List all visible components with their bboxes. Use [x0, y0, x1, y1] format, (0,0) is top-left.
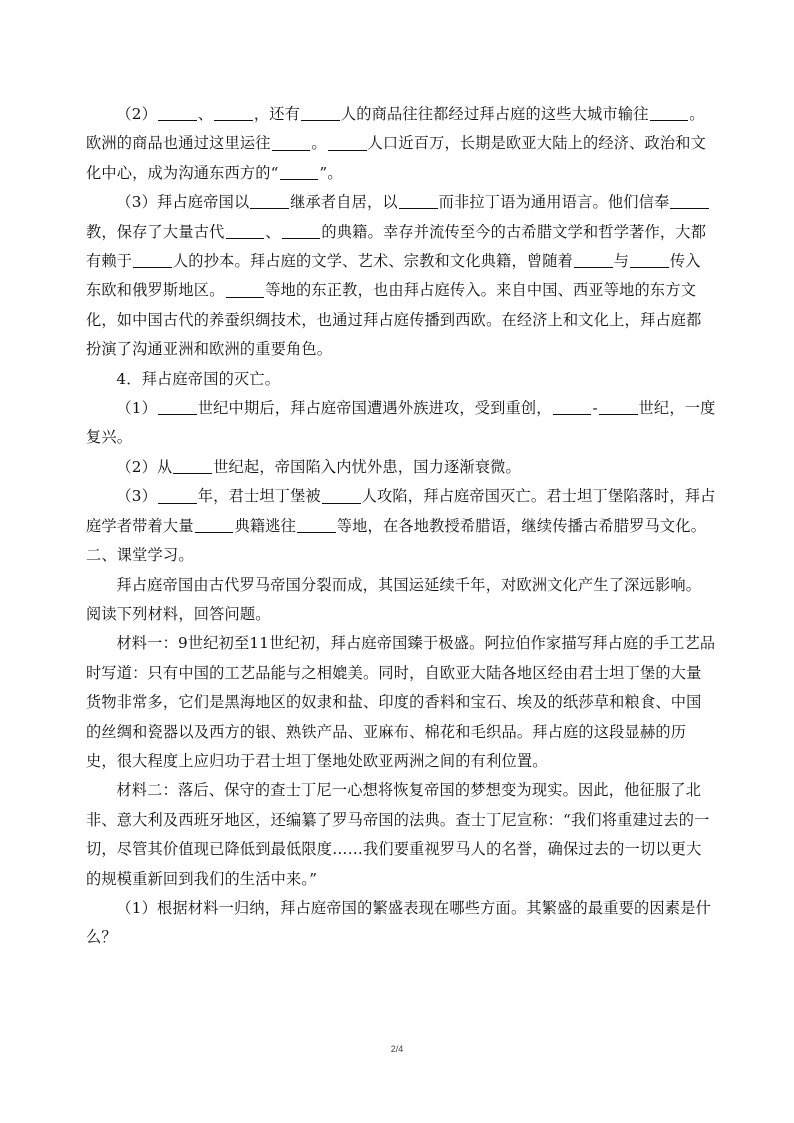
fill-blank[interactable]: [158, 487, 197, 503]
fill-blank[interactable]: [599, 399, 638, 415]
fill-blank[interactable]: [133, 252, 172, 268]
fill-blank[interactable]: [226, 223, 265, 239]
fill-blank[interactable]: [301, 105, 340, 121]
paragraph-fall-1: （1） 世纪中期后，拜占庭帝国遭遇外族进攻，受到重创， - 世纪，一度复兴。: [86, 399, 716, 447]
fill-blank[interactable]: [173, 458, 212, 474]
fill-blank[interactable]: [399, 193, 438, 209]
heading-fall: 4．拜占庭帝国的灭亡。: [116, 369, 281, 388]
paragraph-intro: 拜占庭帝国由古代罗马帝国分裂而成，其国运延续千年，对欧洲文化产生了深远影响。阅读下列材料，回答问题。: [86, 575, 702, 623]
paragraph-culture: （3）拜占庭帝国以 继承者自居，以 而非拉丁语为通用语言。他们信奉教，保存了大量古代 、 的典籍。幸存并流传至今的古希腊文学和哲学著作，大都有赖于 人的抄本。拜占庭的文学、艺术、宗教和文化典籍，曾随着 与 传入东欧和俄罗斯地区。 等地的东正教，也由拜占庭传入。来自中国、西亚等地的东方文化，如中国古代的养蚕织绸技术，也通过拜占庭传播到西欧。在经济上和文化上，拜占庭都扮演了沟通亚洲和欧洲的重要角色。: [86, 188, 716, 364]
fill-blank[interactable]: [250, 193, 289, 209]
fill-blank[interactable]: [214, 105, 253, 121]
material-one: 材料一：9世纪初至11世纪初，拜占庭帝国臻于极盛。阿拉伯作家描写拜占庭的手工艺品时写道：只有中国的工艺品能与之相媲美。同时，自欧亚大陆各地区经由君士坦丁堡的大量货物非常多，它们是黑海地区的奴隶和盐、印度的香料和宝石、埃及的纸莎草和粮食、中国的丝绸和瓷器以及西方的银、熟铁产品、亚麻布、棉花和毛织品。拜占庭的这段显赫的历史，很大程度上应归功于君士坦丁堡地处欧亚两洲之间的有利位置。: [86, 634, 716, 770]
question-one: （1）根据材料一归纳，拜占庭帝国的繁盛表现在哪些方面。其繁盛的最重要的因素是什么？: [86, 898, 711, 947]
fill-blank[interactable]: [158, 105, 197, 121]
fill-blank[interactable]: [280, 164, 319, 180]
material-two: 材料二：落后、保守的查士丁尼一心想将恢复帝国的梦想变为现实。因此，他征服了北非、意大利及西班牙地区，还编纂了罗马帝国的法典。查士丁尼宣称：“我们将重建过去的一切，尽管其价值现已降低到最低限度……我们要重视罗马人的名誉，确保过去的一切以更大的规模重新回到我们的生活中来。”: [86, 781, 710, 888]
page-number: 2/4: [390, 1044, 404, 1054]
fill-blank[interactable]: [670, 193, 709, 209]
fill-blank[interactable]: [630, 252, 669, 268]
paragraph-fall-3: （3） 年，君士坦丁堡被 人攻陷，拜占庭帝国灭亡。君士坦丁堡陷落时，拜占庭学者带着大量 典籍逃往 等地，在各地教授希腊语，继续传播古希腊罗马文化。: [86, 487, 716, 535]
fill-blank[interactable]: [226, 282, 265, 298]
fill-blank[interactable]: [195, 517, 234, 533]
fill-blank[interactable]: [328, 134, 367, 150]
fill-blank[interactable]: [158, 399, 197, 415]
fill-blank[interactable]: [553, 399, 592, 415]
paragraph-fall-2: （2）从 世纪起，帝国陷入内忧外患，国力逐渐衰微。: [116, 457, 521, 476]
fill-blank[interactable]: [272, 134, 311, 150]
paragraph-trade-routes: （2） 、 ，还有 人的商品往往都经过拜占庭的这些大城市输往 。欧洲的商品也通过这里运往 。 人口近百万，长期是欧亚大陆上的经济、政治和文化中心，成为沟通东西方的“ ”。: [86, 105, 707, 182]
fill-blank[interactable]: [574, 252, 613, 268]
section-heading: 二、课堂学习。: [86, 546, 194, 565]
fill-blank[interactable]: [282, 223, 321, 239]
fill-blank[interactable]: [322, 487, 361, 503]
document-body: [86, 100, 716, 953]
fill-blank[interactable]: [297, 517, 336, 533]
fill-blank[interactable]: [650, 105, 689, 121]
